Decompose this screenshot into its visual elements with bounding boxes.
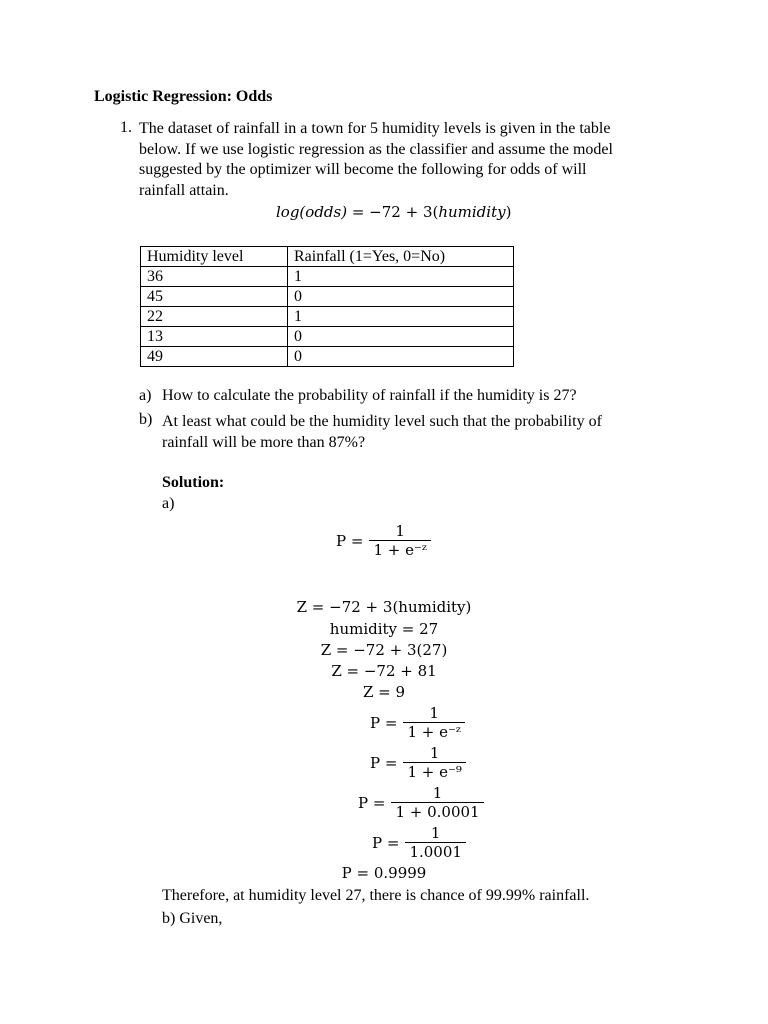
table-cell: 0 — [288, 327, 514, 347]
table-cell: 0 — [288, 347, 514, 367]
p-step — [372, 824, 466, 861]
table-header-row — [141, 247, 514, 267]
table-cell: 0 — [288, 287, 514, 307]
table-cell: 13 — [141, 327, 288, 347]
z-sum: Z = −72 + 81 — [331, 662, 437, 680]
subquestion-a-label: a) — [139, 387, 152, 404]
p-step — [358, 784, 484, 821]
sigmoid-formula — [336, 522, 431, 559]
table-header-humidity: Humidity level — [141, 247, 288, 267]
subquestion-a-text: How to calculate the probability of rainfall if the humidity is 27? — [162, 387, 577, 404]
question-line: below. If we use logistic regression as the classifier and assume the model — [139, 140, 613, 158]
model-equation-close: ) — [505, 203, 512, 221]
solution-heading: Solution: — [162, 474, 225, 491]
model-equation-const: = −72 + 3( — [347, 203, 439, 221]
subquestion-b-line: At least what could be the humidity level such that the probability of — [162, 413, 602, 430]
subquestion-b-text — [162, 411, 682, 453]
solution-part-a-label: a) — [162, 495, 175, 512]
humidity-value: humidity = 27 — [329, 620, 439, 638]
solution-part-b-start: b) Given, — [162, 910, 223, 927]
model-equation — [276, 203, 511, 221]
p-final: P = 0.9999 — [341, 864, 427, 882]
table-row — [141, 347, 514, 367]
p-step-fraction — [391, 784, 483, 821]
formula-lhs: P = — [336, 531, 364, 550]
p-step-numerator: 1 — [429, 704, 439, 722]
p-step — [370, 744, 466, 781]
question-line: rainfall attain. — [139, 181, 229, 199]
solution-conclusion: Therefore, at humidity level 27, there is chance of 99.99% rainfall. — [162, 887, 590, 904]
question-number: 1. — [120, 119, 132, 136]
p-step-fraction — [403, 704, 464, 741]
formula-fraction — [369, 522, 430, 559]
table-row — [141, 307, 514, 327]
question-line: The dataset of rainfall in a town for 5 humidity levels is given in the table — [139, 120, 611, 137]
subquestion-b-label: b) — [139, 411, 153, 428]
p-step-lhs: P = — [370, 753, 398, 772]
z-definition: Z = −72 + 3(humidity) — [296, 598, 472, 616]
page-title: Logistic Regression: Odds — [94, 88, 273, 105]
table-cell: 22 — [141, 307, 288, 327]
p-step-denominator: 1.0001 — [405, 842, 466, 861]
humidity-rainfall-table — [140, 246, 514, 367]
p-step-denominator: 1 + e⁻ᶻ — [403, 722, 464, 741]
p-step — [370, 704, 465, 741]
table-cell: 36 — [141, 267, 288, 287]
table-header-rainfall: Rainfall (1=Yes, 0=No) — [288, 247, 514, 267]
z-value: Z = 9 — [362, 683, 406, 701]
table-row — [141, 287, 514, 307]
p-step-denominator: 1 + 0.0001 — [391, 802, 483, 821]
p-step-numerator: 1 — [429, 744, 440, 762]
formula-numerator: 1 — [395, 522, 405, 540]
table-row — [141, 267, 514, 287]
question-text — [139, 119, 699, 201]
p-step-lhs: P = — [372, 833, 400, 852]
table-row — [141, 327, 514, 347]
p-step-numerator: 1 — [432, 784, 443, 802]
table-cell: 45 — [141, 287, 288, 307]
model-equation-var: humidity — [438, 203, 506, 221]
table-cell: 1 — [288, 307, 514, 327]
question-line: suggested by the optimizer will become the following for odds of will — [139, 161, 587, 179]
table-cell: 1 — [288, 267, 514, 287]
p-step-fraction — [405, 824, 466, 861]
p-step-fraction — [403, 744, 465, 781]
model-equation-lhs: log(odds) — [276, 203, 348, 221]
formula-denominator: 1 + e⁻ᶻ — [369, 540, 430, 559]
p-step-lhs: P = — [370, 713, 398, 732]
z-substitution: Z = −72 + 3(27) — [320, 641, 448, 659]
table-cell: 49 — [141, 347, 288, 367]
p-step-denominator: 1 + e⁻⁹ — [403, 762, 465, 781]
p-step-numerator: 1 — [430, 824, 441, 842]
p-step-lhs: P = — [358, 793, 386, 812]
subquestion-b-line: rainfall will be more than 87%? — [162, 434, 366, 451]
